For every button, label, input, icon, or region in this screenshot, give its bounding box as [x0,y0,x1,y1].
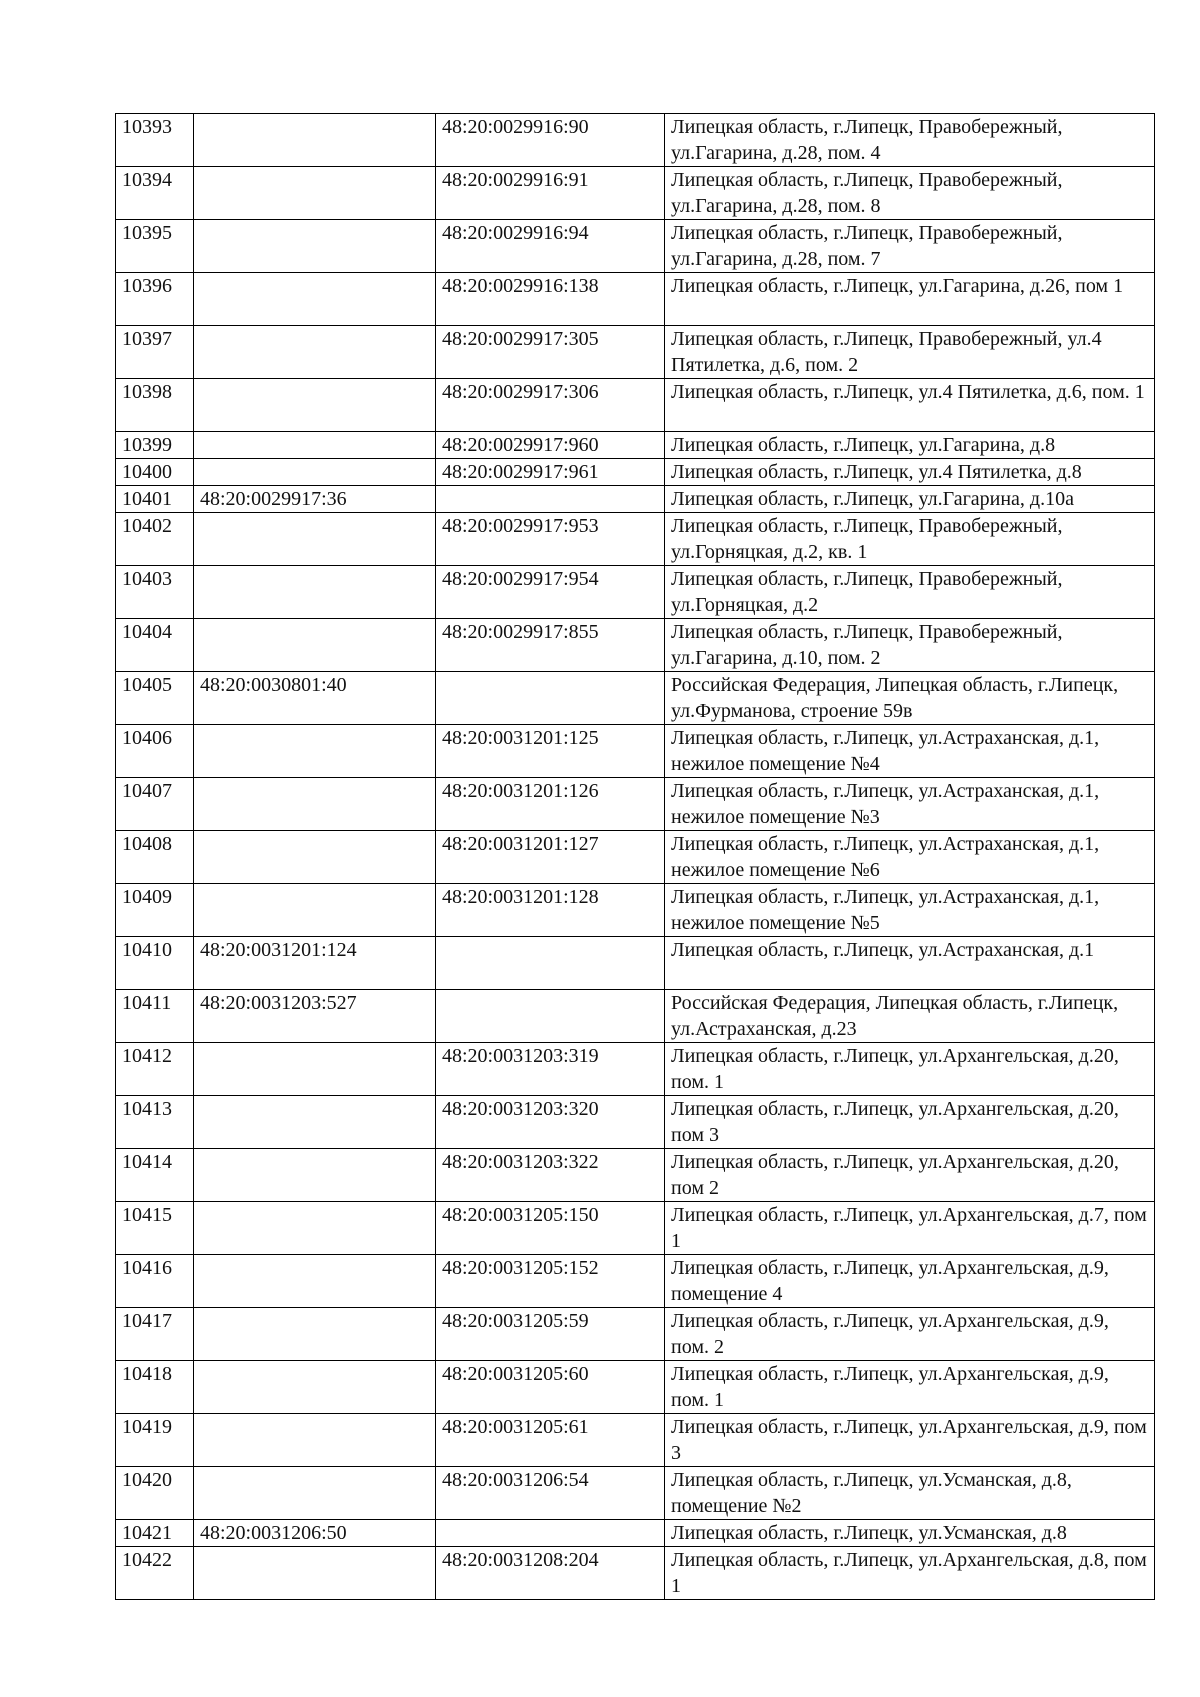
address: Липецкая область, г.Липецк, ул.Архангельская, д.7, пом 1 [665,1202,1155,1255]
address: Липецкая область, г.Липецк, ул.4 Пятилетка, д.8 [665,459,1155,486]
land-cadastral-number: 48:20:0029917:36 [194,486,436,513]
table-row [116,1308,1155,1361]
address: Липецкая область, г.Липецк, ул.Гагарина, д.10а [665,486,1155,513]
row-number: 10401 [116,486,194,513]
address: Липецкая область, г.Липецк, Правобережный, ул.Гагарина, д.28, пом. 8 [665,167,1155,220]
object-cadastral-number: 48:20:0029917:961 [436,459,665,486]
row-number: 10398 [116,379,194,432]
land-cadastral-number [194,326,436,379]
object-cadastral-number: 48:20:0031205:59 [436,1308,665,1361]
object-cadastral-number: 48:20:0031208:204 [436,1547,665,1600]
table-row [116,273,1155,326]
row-number: 10396 [116,273,194,326]
row-number: 10419 [116,1414,194,1467]
object-cadastral-number: 48:20:0031201:126 [436,778,665,831]
table-row [116,1467,1155,1520]
object-cadastral-number: 48:20:0029917:306 [436,379,665,432]
row-number: 10414 [116,1149,194,1202]
table-row [116,486,1155,513]
address: Липецкая область, г.Липецк, Правобережный, ул.4 Пятилетка, д.6, пом. 2 [665,326,1155,379]
row-number: 10408 [116,831,194,884]
land-cadastral-number [194,1043,436,1096]
row-number: 10420 [116,1467,194,1520]
object-cadastral-number: 48:20:0031205:60 [436,1361,665,1414]
table-row [116,220,1155,273]
row-number: 10404 [116,619,194,672]
table-row [116,672,1155,725]
table-row [116,513,1155,566]
address: Липецкая область, г.Липецк, ул.Архангельская, д.20, пом 2 [665,1149,1155,1202]
address: Липецкая область, г.Липецк, ул.Астраханская, д.1, нежилое помещение №6 [665,831,1155,884]
object-cadastral-number: 48:20:0031201:128 [436,884,665,937]
object-cadastral-number: 48:20:0031201:125 [436,725,665,778]
object-cadastral-number [436,990,665,1043]
row-number: 10403 [116,566,194,619]
object-cadastral-number: 48:20:0029917:305 [436,326,665,379]
table-row [116,114,1155,167]
row-number: 10413 [116,1096,194,1149]
object-cadastral-number: 48:20:0031203:320 [436,1096,665,1149]
row-number: 10411 [116,990,194,1043]
table-row [116,1361,1155,1414]
address: Липецкая область, г.Липецк, ул.Архангельская, д.9, пом. 1 [665,1361,1155,1414]
table-row [116,1414,1155,1467]
object-cadastral-number: 48:20:0031203:319 [436,1043,665,1096]
address: Липецкая область, г.Липецк, ул.Усманская, д.8 [665,1520,1155,1547]
table-row [116,1255,1155,1308]
table-row [116,566,1155,619]
land-cadastral-number [194,167,436,220]
table-row [116,1202,1155,1255]
row-number: 10400 [116,459,194,486]
land-cadastral-number [194,1414,436,1467]
address: Российская Федерация, Липецкая область, г.Липецк, ул.Астраханская, д.23 [665,990,1155,1043]
land-cadastral-number [194,619,436,672]
row-number: 10410 [116,937,194,990]
table-row [116,1547,1155,1600]
land-cadastral-number: 48:20:0030801:40 [194,672,436,725]
object-cadastral-number: 48:20:0031203:322 [436,1149,665,1202]
land-cadastral-number [194,1361,436,1414]
table-row [116,326,1155,379]
table-row [116,831,1155,884]
table-row [116,379,1155,432]
table-row [116,884,1155,937]
address: Липецкая область, г.Липецк, Правобережный, ул.Горняцкая, д.2 [665,566,1155,619]
land-cadastral-number [194,566,436,619]
table-row [116,1520,1155,1547]
row-number: 10397 [116,326,194,379]
address: Липецкая область, г.Липецк, ул.Астраханская, д.1, нежилое помещение №5 [665,884,1155,937]
property-registry-table [115,113,1155,1600]
land-cadastral-number [194,459,436,486]
row-number: 10417 [116,1308,194,1361]
object-cadastral-number [436,1520,665,1547]
object-cadastral-number [436,672,665,725]
table-row [116,167,1155,220]
table-row [116,937,1155,990]
address: Липецкая область, г.Липецк, Правобережный, ул.Гагарина, д.28, пом. 7 [665,220,1155,273]
address: Липецкая область, г.Липецк, ул.Архангельская, д.9, пом. 2 [665,1308,1155,1361]
row-number: 10406 [116,725,194,778]
land-cadastral-number [194,1096,436,1149]
table-row [116,1043,1155,1096]
land-cadastral-number [194,114,436,167]
land-cadastral-number: 48:20:0031203:527 [194,990,436,1043]
land-cadastral-number [194,1255,436,1308]
object-cadastral-number [436,486,665,513]
address: Липецкая область, г.Липецк, Правобережный, ул.Гагарина, д.28, пом. 4 [665,114,1155,167]
land-cadastral-number [194,513,436,566]
object-cadastral-number: 48:20:0029917:953 [436,513,665,566]
row-number: 10393 [116,114,194,167]
address: Липецкая область, г.Липецк, ул.Архангельская, д.9, пом 3 [665,1414,1155,1467]
land-cadastral-number [194,831,436,884]
land-cadastral-number [194,432,436,459]
object-cadastral-number: 48:20:0031205:152 [436,1255,665,1308]
address: Липецкая область, г.Липецк, ул.Гагарина, д.8 [665,432,1155,459]
object-cadastral-number: 48:20:0029916:94 [436,220,665,273]
object-cadastral-number: 48:20:0029916:138 [436,273,665,326]
address: Липецкая область, г.Липецк, ул.Архангельская, д.20, пом 3 [665,1096,1155,1149]
object-cadastral-number: 48:20:0031201:127 [436,831,665,884]
row-number: 10405 [116,672,194,725]
land-cadastral-number [194,884,436,937]
address: Липецкая область, г.Липецк, Правобережный, ул.Гагарина, д.10, пом. 2 [665,619,1155,672]
land-cadastral-number [194,273,436,326]
object-cadastral-number: 48:20:0029916:90 [436,114,665,167]
address: Липецкая область, г.Липецк, ул.Архангельская, д.20, пом. 1 [665,1043,1155,1096]
land-cadastral-number [194,1149,436,1202]
land-cadastral-number [194,379,436,432]
address: Липецкая область, г.Липецк, Правобережный, ул.Горняцкая, д.2, кв. 1 [665,513,1155,566]
object-cadastral-number: 48:20:0029917:960 [436,432,665,459]
land-cadastral-number [194,725,436,778]
object-cadastral-number: 48:20:0031205:150 [436,1202,665,1255]
object-cadastral-number: 48:20:0029917:855 [436,619,665,672]
registry-table-body [116,114,1155,1600]
row-number: 10399 [116,432,194,459]
row-number: 10409 [116,884,194,937]
land-cadastral-number: 48:20:0031206:50 [194,1520,436,1547]
land-cadastral-number [194,220,436,273]
land-cadastral-number [194,778,436,831]
land-cadastral-number [194,1467,436,1520]
row-number: 10421 [116,1520,194,1547]
address: Липецкая область, г.Липецк, ул.Архангельская, д.8, пом 1 [665,1547,1155,1600]
land-cadastral-number [194,1308,436,1361]
table-row [116,990,1155,1043]
row-number: 10415 [116,1202,194,1255]
object-cadastral-number: 48:20:0029917:954 [436,566,665,619]
row-number: 10412 [116,1043,194,1096]
address: Липецкая область, г.Липецк, ул.Астраханская, д.1, нежилое помещение №3 [665,778,1155,831]
row-number: 10407 [116,778,194,831]
object-cadastral-number: 48:20:0029916:91 [436,167,665,220]
address: Российская Федерация, Липецкая область, г.Липецк, ул.Фурманова, строение 59в [665,672,1155,725]
row-number: 10402 [116,513,194,566]
table-row [116,778,1155,831]
address: Липецкая область, г.Липецк, ул.Астраханская, д.1 [665,937,1155,990]
land-cadastral-number [194,1202,436,1255]
address: Липецкая область, г.Липецк, ул.4 Пятилетка, д.6, пом. 1 [665,379,1155,432]
row-number: 10416 [116,1255,194,1308]
address: Липецкая область, г.Липецк, ул.Гагарина, д.26, пом 1 [665,273,1155,326]
table-row [116,725,1155,778]
object-cadastral-number: 48:20:0031205:61 [436,1414,665,1467]
table-row [116,432,1155,459]
table-row [116,619,1155,672]
object-cadastral-number [436,937,665,990]
object-cadastral-number: 48:20:0031206:54 [436,1467,665,1520]
row-number: 10395 [116,220,194,273]
land-cadastral-number [194,1547,436,1600]
row-number: 10422 [116,1547,194,1600]
row-number: 10394 [116,167,194,220]
table-row [116,1096,1155,1149]
address: Липецкая область, г.Липецк, ул.Астраханская, д.1, нежилое помещение №4 [665,725,1155,778]
land-cadastral-number: 48:20:0031201:124 [194,937,436,990]
table-row [116,1149,1155,1202]
table-row [116,459,1155,486]
row-number: 10418 [116,1361,194,1414]
address: Липецкая область, г.Липецк, ул.Усманская, д.8, помещение №2 [665,1467,1155,1520]
address: Липецкая область, г.Липецк, ул.Архангельская, д.9, помещение 4 [665,1255,1155,1308]
